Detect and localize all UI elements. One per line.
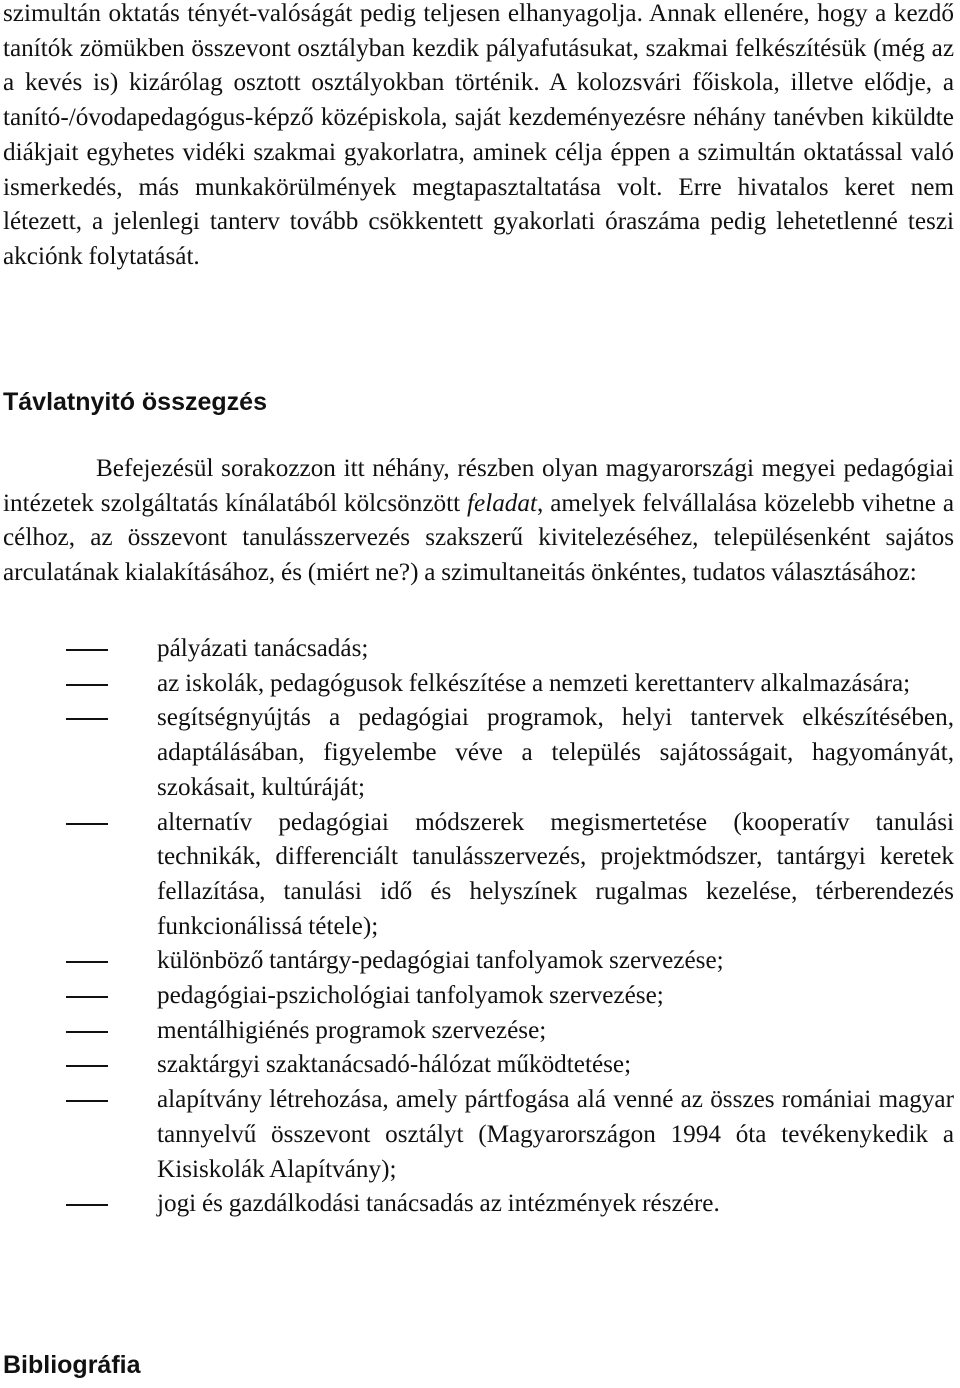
list-item	[0, 667, 960, 702]
intro-text-before: Befejezésül sorakozzon itt néhány, részben olyan magyarországi megyei pedagógiai intézetek szolgáltatás kínálatából kölcsönzött	[3, 455, 954, 517]
list-item-text: az iskolák, pedagógusok felkészítése a nemzeti kerettanterv alkalmazására;	[157, 669, 911, 697]
list-item-text: segítségnyújtás a pedagógiai programok, helyi tantervek elkészítésében, adaptálásában, figyelembe véve a település sajátosságait, hagyományát, szokásait, kultúráját;	[157, 704, 954, 801]
dash-bullet-icon	[66, 1100, 108, 1102]
list-item-text: alternatív pedagógiai módszerek megismertetése (kooperatív tanulási technikák, differenciált tanulásszervezés, projektmódszer, tantárgyi keretek fellazítása, tanulási idő és helyszínek rugalmas kezelése, térberendezés funkcionálissá tétele);	[157, 808, 954, 940]
bibliography-heading: Bibliográfia	[3, 1351, 141, 1379]
list-item	[0, 632, 960, 667]
dash-bullet-icon	[66, 996, 108, 998]
list-item-text: pályázati tanácsadás;	[157, 635, 369, 662]
list-item-text: jogi és gazdálkodási tanácsadás az intézmények részére.	[157, 1190, 720, 1218]
list-item-text: mentálhigiénés programok szervezése;	[157, 1016, 547, 1044]
dash-bullet-icon	[66, 649, 108, 651]
list-item	[0, 1014, 960, 1049]
dash-bullet-icon	[66, 1204, 108, 1206]
list-item	[0, 979, 960, 1014]
list-item	[0, 806, 960, 945]
list-item	[0, 944, 960, 979]
intro-paragraph	[0, 452, 960, 591]
dash-bullet-icon	[66, 684, 108, 686]
dash-bullet-icon	[66, 1065, 108, 1067]
dash-bullet-icon	[66, 823, 108, 825]
task-list	[0, 632, 960, 1222]
intro-emphasis: feladat	[467, 489, 537, 517]
list-item	[0, 1083, 960, 1187]
list-item-text: pedagógiai-pszichológiai tanfolyamok szervezése;	[157, 982, 664, 1010]
list-item	[0, 1048, 960, 1083]
list-item-text: különböző tantárgy-pedagógiai tanfolyamok szervezése;	[157, 947, 724, 975]
intro-text-after: , amelyek felvállalása közelebb vihetne a célhoz, az összevont tanulásszervezés szakszerű kivitelezéséhez, településenként sajátos arculatának kialakításához, és (miért ne?) a szimultaneitás önkéntes, tudatos választásához:	[3, 489, 954, 587]
dash-bullet-icon	[66, 961, 108, 963]
list-item	[0, 1187, 960, 1222]
dash-bullet-icon	[66, 1031, 108, 1033]
list-item	[0, 701, 960, 805]
section-heading: Távlatnyitó összegzés	[3, 388, 267, 416]
list-item-text: szaktárgyi szaktanácsadó-hálózat működtetése;	[157, 1051, 632, 1079]
dash-bullet-icon	[66, 718, 108, 720]
paragraph-top: szimultán oktatás tényét-valóságát pedig teljesen elhanyagolja. Annak ellenére, hogy a kezdő tanítók zömükben összevont osztályban kezdik pályafutásukat, szakmai felkészítésük (még az a kevés is) kizárólag osztott osztályokban történik. A kolozsvári főiskola, illetve elődje, a tanító-/óvodapedagógus-képző középiskola, saját kezdeményezésre néhány tanévben kiküldte diákjait egyhetes vidéki szakmai gyakorlatra, aminek célja éppen a szimultán oktatással való ismerkedés, más munkakörülmények megtapasztaltatása volt. Erre hivatalos keret nem létezett, a jelenlegi tanterv tovább csökkentett gyakorlati óraszáma pedig lehetetlenné teszi akciónk folytatását.	[3, 0, 954, 270]
list-item-text: alapítvány létrehozása, amely pártfogása alá venné az összes romániai magyar tannyelvű összevont osztályt (Magyarországon 1994 óta tevékenykedik a Kisiskolák Alapítvány);	[157, 1086, 954, 1183]
